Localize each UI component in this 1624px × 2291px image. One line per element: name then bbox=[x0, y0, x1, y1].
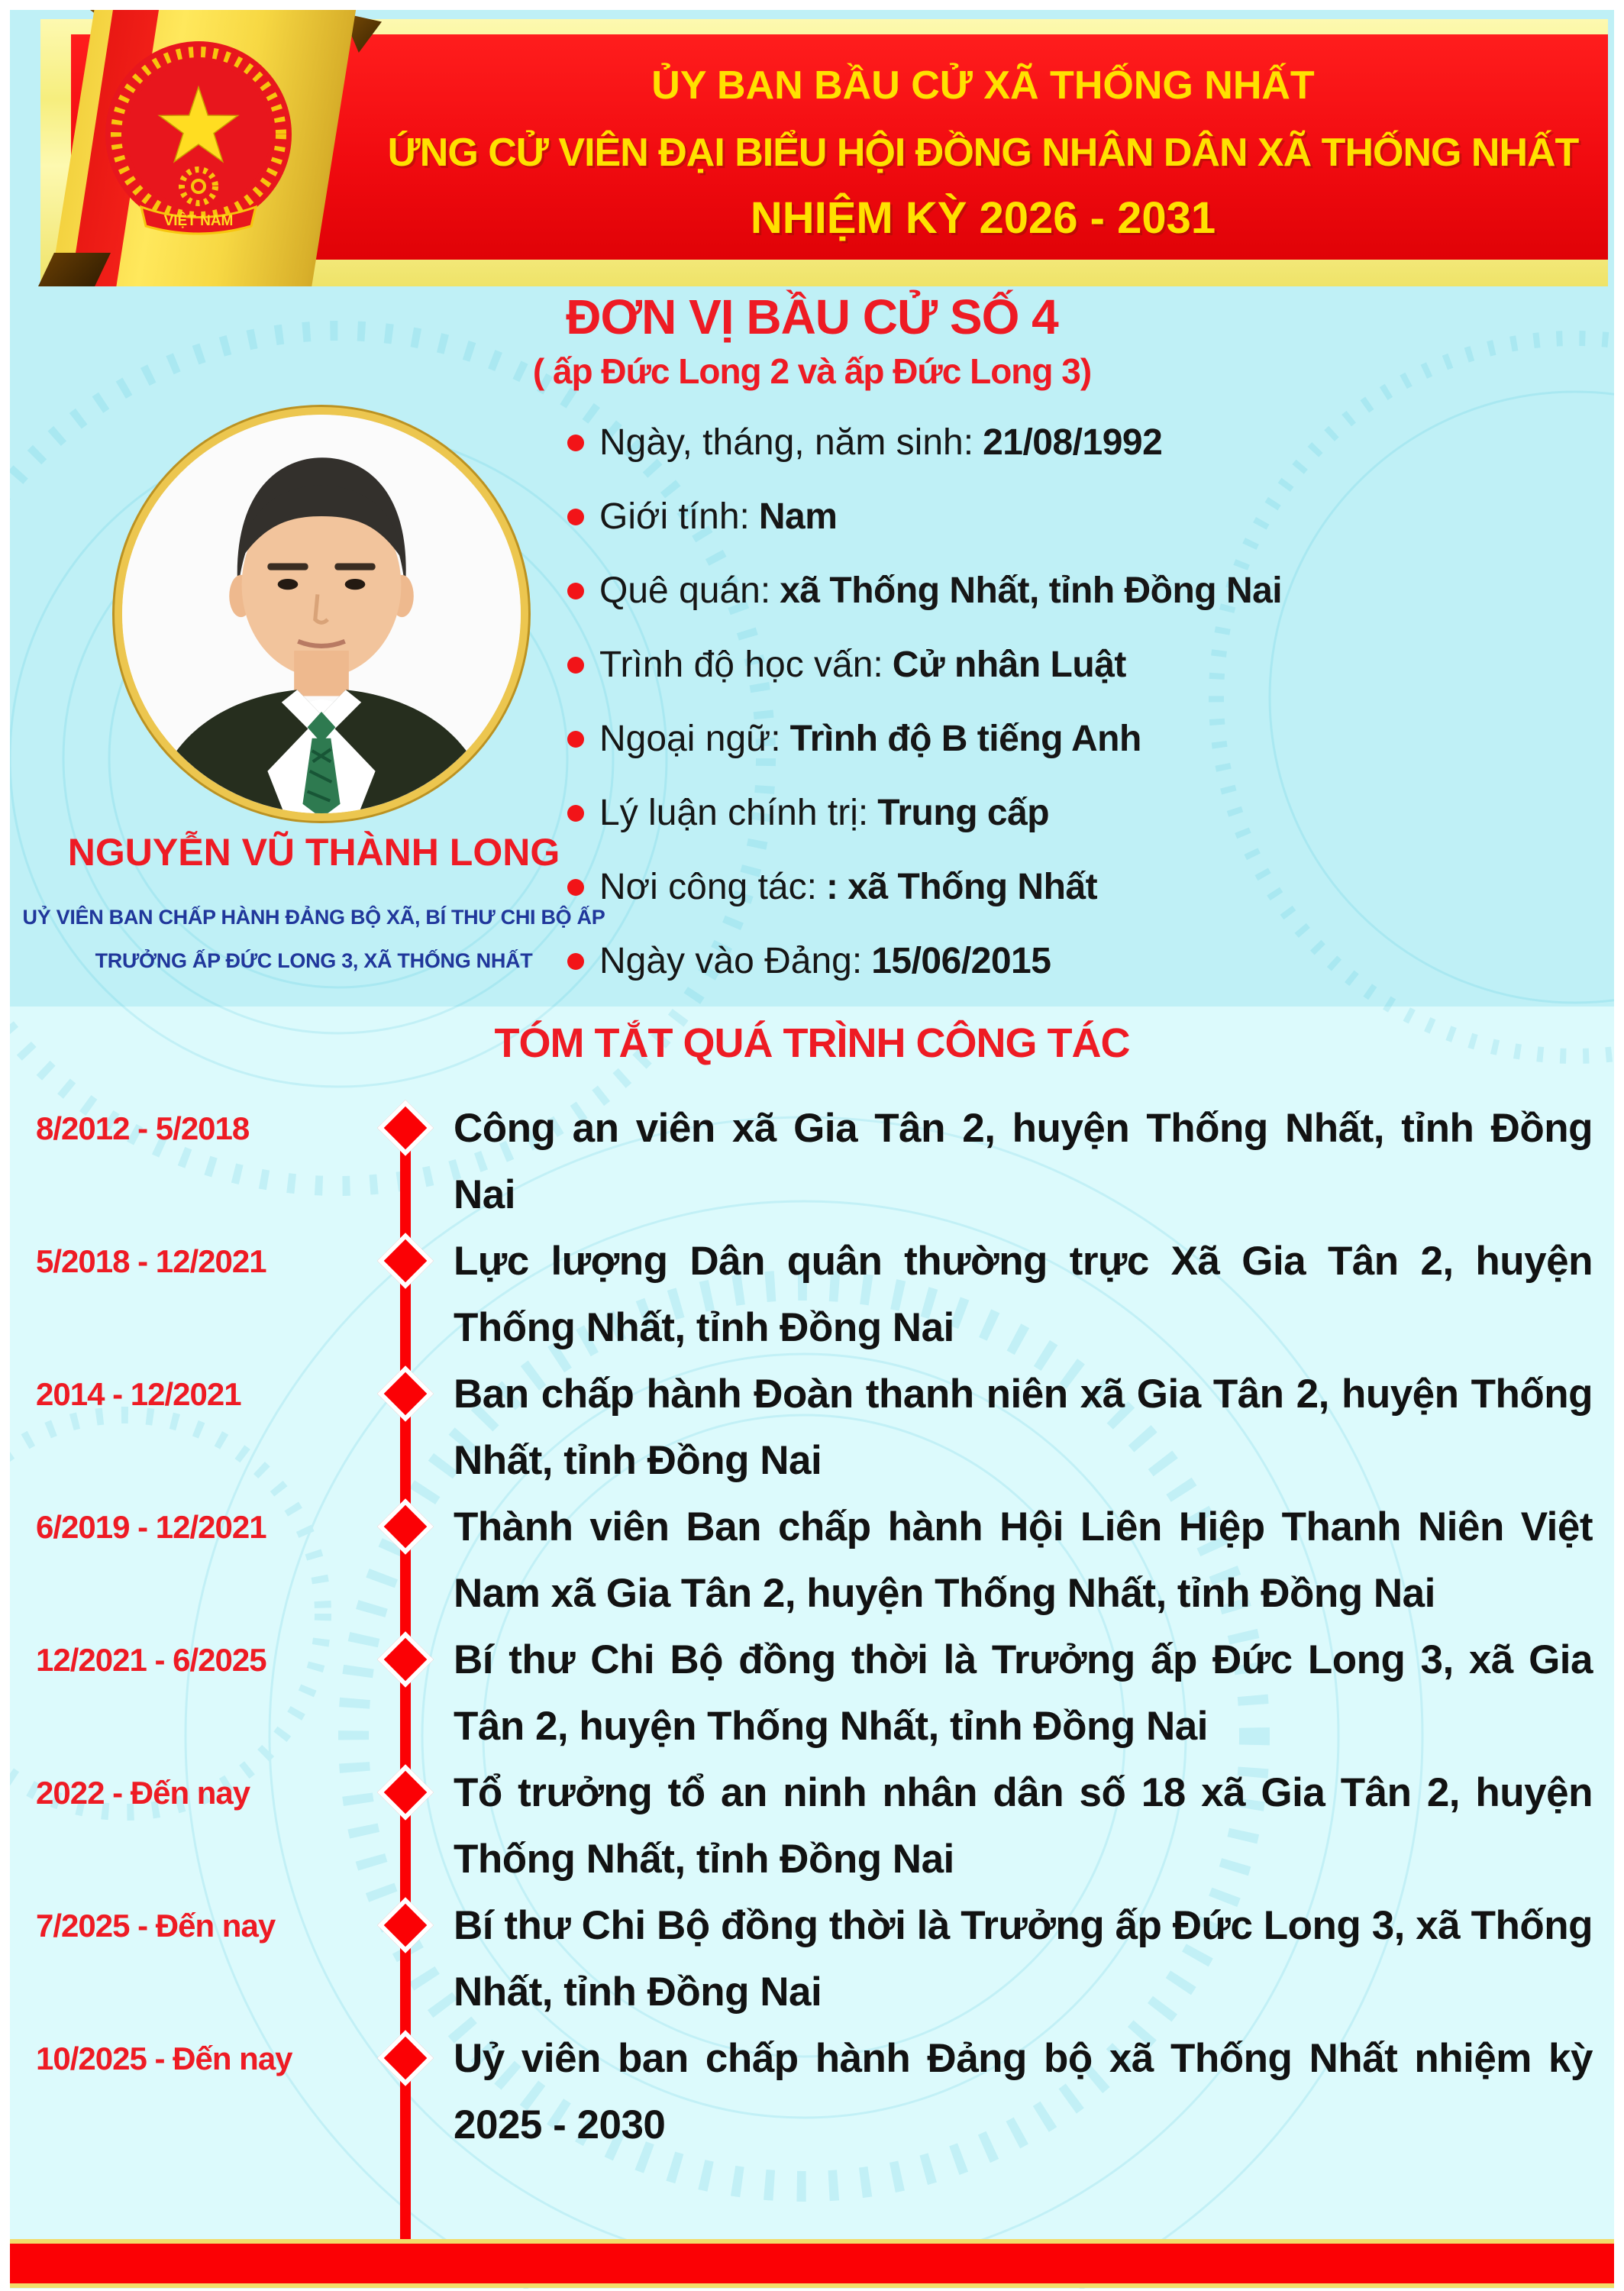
bullet-icon bbox=[567, 583, 584, 599]
bullet-icon bbox=[567, 805, 584, 822]
entry-period: 2014 - 12/2021 bbox=[36, 1376, 241, 1412]
entry-period: 6/2019 - 12/2021 bbox=[36, 1509, 266, 1545]
info-label: Ngày vào Đảng: bbox=[599, 941, 863, 981]
candidate-name: NGUYỄN VŨ THÀNH LONG bbox=[67, 831, 560, 874]
timeline-entry bbox=[10, 1228, 1614, 1361]
entry-description: Uỷ viên ban chấp hành Đảng bộ xã Thống Nhất nhiệm kỳ 2025 - 2030 bbox=[454, 2036, 1593, 2147]
timeline-gutter bbox=[357, 1759, 454, 1812]
bullet-icon bbox=[567, 953, 584, 970]
info-label: Ngày, tháng, năm sinh: bbox=[599, 422, 974, 463]
timeline-entry bbox=[10, 1361, 1614, 1494]
national-emblem-icon bbox=[95, 37, 302, 243]
diamond-icon bbox=[377, 1233, 434, 1289]
footer-bar bbox=[10, 2239, 1614, 2288]
entry-description: Tổ trưởng tổ an ninh nhân dân số 18 xã Gia Tân 2, huyện Thống Nhất, tỉnh Đồng Nai bbox=[454, 1770, 1593, 1882]
entry-period: 12/2021 - 6/2025 bbox=[36, 1642, 266, 1678]
career-timeline bbox=[10, 1095, 1614, 2158]
diamond-icon bbox=[377, 2030, 434, 2086]
info-item bbox=[567, 776, 1606, 850]
entry-description: Ban chấp hành Đoàn thanh niên xã Gia Tân 2, huyện Thống Nhất, tỉnh Đồng Nai bbox=[454, 1372, 1593, 1483]
diamond-icon bbox=[377, 1498, 434, 1555]
info-value: 21/08/1992 bbox=[983, 422, 1163, 463]
unit-subtitle: ( ấp Đức Long 2 và ấp Đức Long 3) bbox=[532, 351, 1092, 391]
unit-title: ĐƠN VỊ BẦU CỬ SỐ 4 bbox=[566, 289, 1058, 344]
diamond-icon bbox=[377, 1764, 434, 1821]
timeline-entry bbox=[10, 1759, 1614, 1892]
timeline-gutter bbox=[357, 2025, 454, 2078]
timeline-entry bbox=[10, 1892, 1614, 2025]
timeline-gutter bbox=[357, 1892, 454, 1945]
info-value: Trung cấp bbox=[877, 793, 1050, 833]
info-item bbox=[567, 628, 1606, 702]
info-item bbox=[567, 554, 1606, 628]
bullet-icon bbox=[567, 657, 584, 674]
poster-term: NHIỆM KỲ 2026 - 2031 bbox=[750, 193, 1216, 243]
entry-description: Bí thư Chi Bộ đồng thời là Trưởng ấp Đức Long 3, xã Gia Tân 2, huyện Thống Nhất, tỉnh Đồng Nai bbox=[454, 1637, 1593, 1749]
entry-period: 7/2025 - Đến nay bbox=[36, 1908, 276, 1944]
timeline-gutter bbox=[357, 1361, 454, 1414]
info-value: Nam bbox=[758, 496, 838, 537]
timeline-gutter bbox=[357, 1627, 454, 1679]
candidate-position-line2: TRƯỞNG ẤP ĐỨC LONG 3, XÃ THỐNG NHẤT bbox=[95, 949, 533, 972]
timeline-entry bbox=[10, 1494, 1614, 1627]
diamond-icon bbox=[377, 1100, 434, 1156]
entry-description: Lực lượng Dân quân thường trực Xã Gia Tân 2, huyện Thống Nhất, tỉnh Đồng Nai bbox=[454, 1239, 1593, 1350]
info-item bbox=[567, 702, 1606, 776]
emblem-ribbon bbox=[23, 10, 363, 286]
info-label: Ngoại ngữ: bbox=[599, 719, 781, 759]
info-item bbox=[567, 406, 1606, 480]
info-label: Quê quán: bbox=[599, 570, 771, 611]
info-value: : xã Thống Nhất bbox=[825, 867, 1098, 907]
career-section-title: TÓM TẮT QUÁ TRÌNH CÔNG TÁC bbox=[494, 1020, 1130, 1066]
poster-title: ỨNG CỬ VIÊN ĐẠI BIỂU HỘI ĐỒNG NHÂN DÂN XÃ THỐNG NHẤT bbox=[387, 131, 1579, 175]
info-value: xã Thống Nhất, tỉnh Đồng Nai bbox=[780, 570, 1283, 611]
info-item bbox=[567, 480, 1606, 554]
emblem-caption: VIỆT NAM bbox=[163, 213, 234, 229]
diamond-icon bbox=[377, 1631, 434, 1688]
diamond-icon bbox=[377, 1897, 434, 1953]
info-item bbox=[567, 924, 1606, 998]
entry-description: Bí thư Chi Bộ đồng thời là Trưởng ấp Đức Long 3, xã Thống Nhất, tỉnh Đồng Nai bbox=[454, 1903, 1593, 2015]
info-value: 15/06/2015 bbox=[871, 941, 1051, 981]
entry-period: 5/2018 - 12/2021 bbox=[36, 1243, 266, 1279]
entry-period: 8/2012 - 5/2018 bbox=[36, 1110, 250, 1146]
entry-description: Thành viên Ban chấp hành Hội Liên Hiệp Thanh Niên Việt Nam xã Gia Tân 2, huyện Thống Nhất, tỉnh Đồng Nai bbox=[454, 1504, 1593, 1616]
candidate-position-line1: UỶ VIÊN BAN CHẤP HÀNH ĐẢNG BỘ XÃ, BÍ THƯ CHI BỘ ẤP bbox=[22, 906, 605, 929]
info-value: Cử nhân Luật bbox=[892, 645, 1126, 685]
timeline-gutter bbox=[357, 1095, 454, 1148]
timeline-entry bbox=[10, 1627, 1614, 1759]
entry-period: 2022 - Đến nay bbox=[36, 1775, 250, 1811]
info-value: Trình độ B tiếng Anh bbox=[789, 719, 1141, 759]
entry-period: 10/2025 - Đến nay bbox=[36, 2041, 292, 2076]
info-item bbox=[567, 850, 1606, 924]
info-label: Lý luận chính trị: bbox=[599, 793, 869, 833]
timeline-gutter bbox=[357, 1228, 454, 1281]
timeline-gutter bbox=[357, 1494, 454, 1546]
timeline-entry bbox=[10, 1095, 1614, 1228]
entry-description: Công an viên xã Gia Tân 2, huyện Thống Nhất, tỉnh Đồng Nai bbox=[454, 1106, 1593, 1217]
bullet-icon bbox=[567, 435, 584, 451]
election-committee-name: ỦY BAN BẦU CỬ XÃ THỐNG NHẤT bbox=[651, 63, 1315, 108]
bullet-icon bbox=[567, 879, 584, 896]
poster-canvas bbox=[10, 10, 1614, 2289]
timeline-entry bbox=[10, 2025, 1614, 2158]
portrait-illustration bbox=[122, 415, 521, 813]
diamond-icon bbox=[377, 1365, 434, 1422]
bullet-icon bbox=[567, 731, 584, 748]
candidate-photo bbox=[115, 407, 528, 821]
info-label: Nơi công tác: bbox=[599, 867, 817, 907]
bullet-icon bbox=[567, 509, 584, 525]
info-label: Trình độ học vấn: bbox=[599, 645, 883, 685]
info-list bbox=[567, 406, 1606, 998]
info-label: Giới tính: bbox=[599, 496, 750, 537]
